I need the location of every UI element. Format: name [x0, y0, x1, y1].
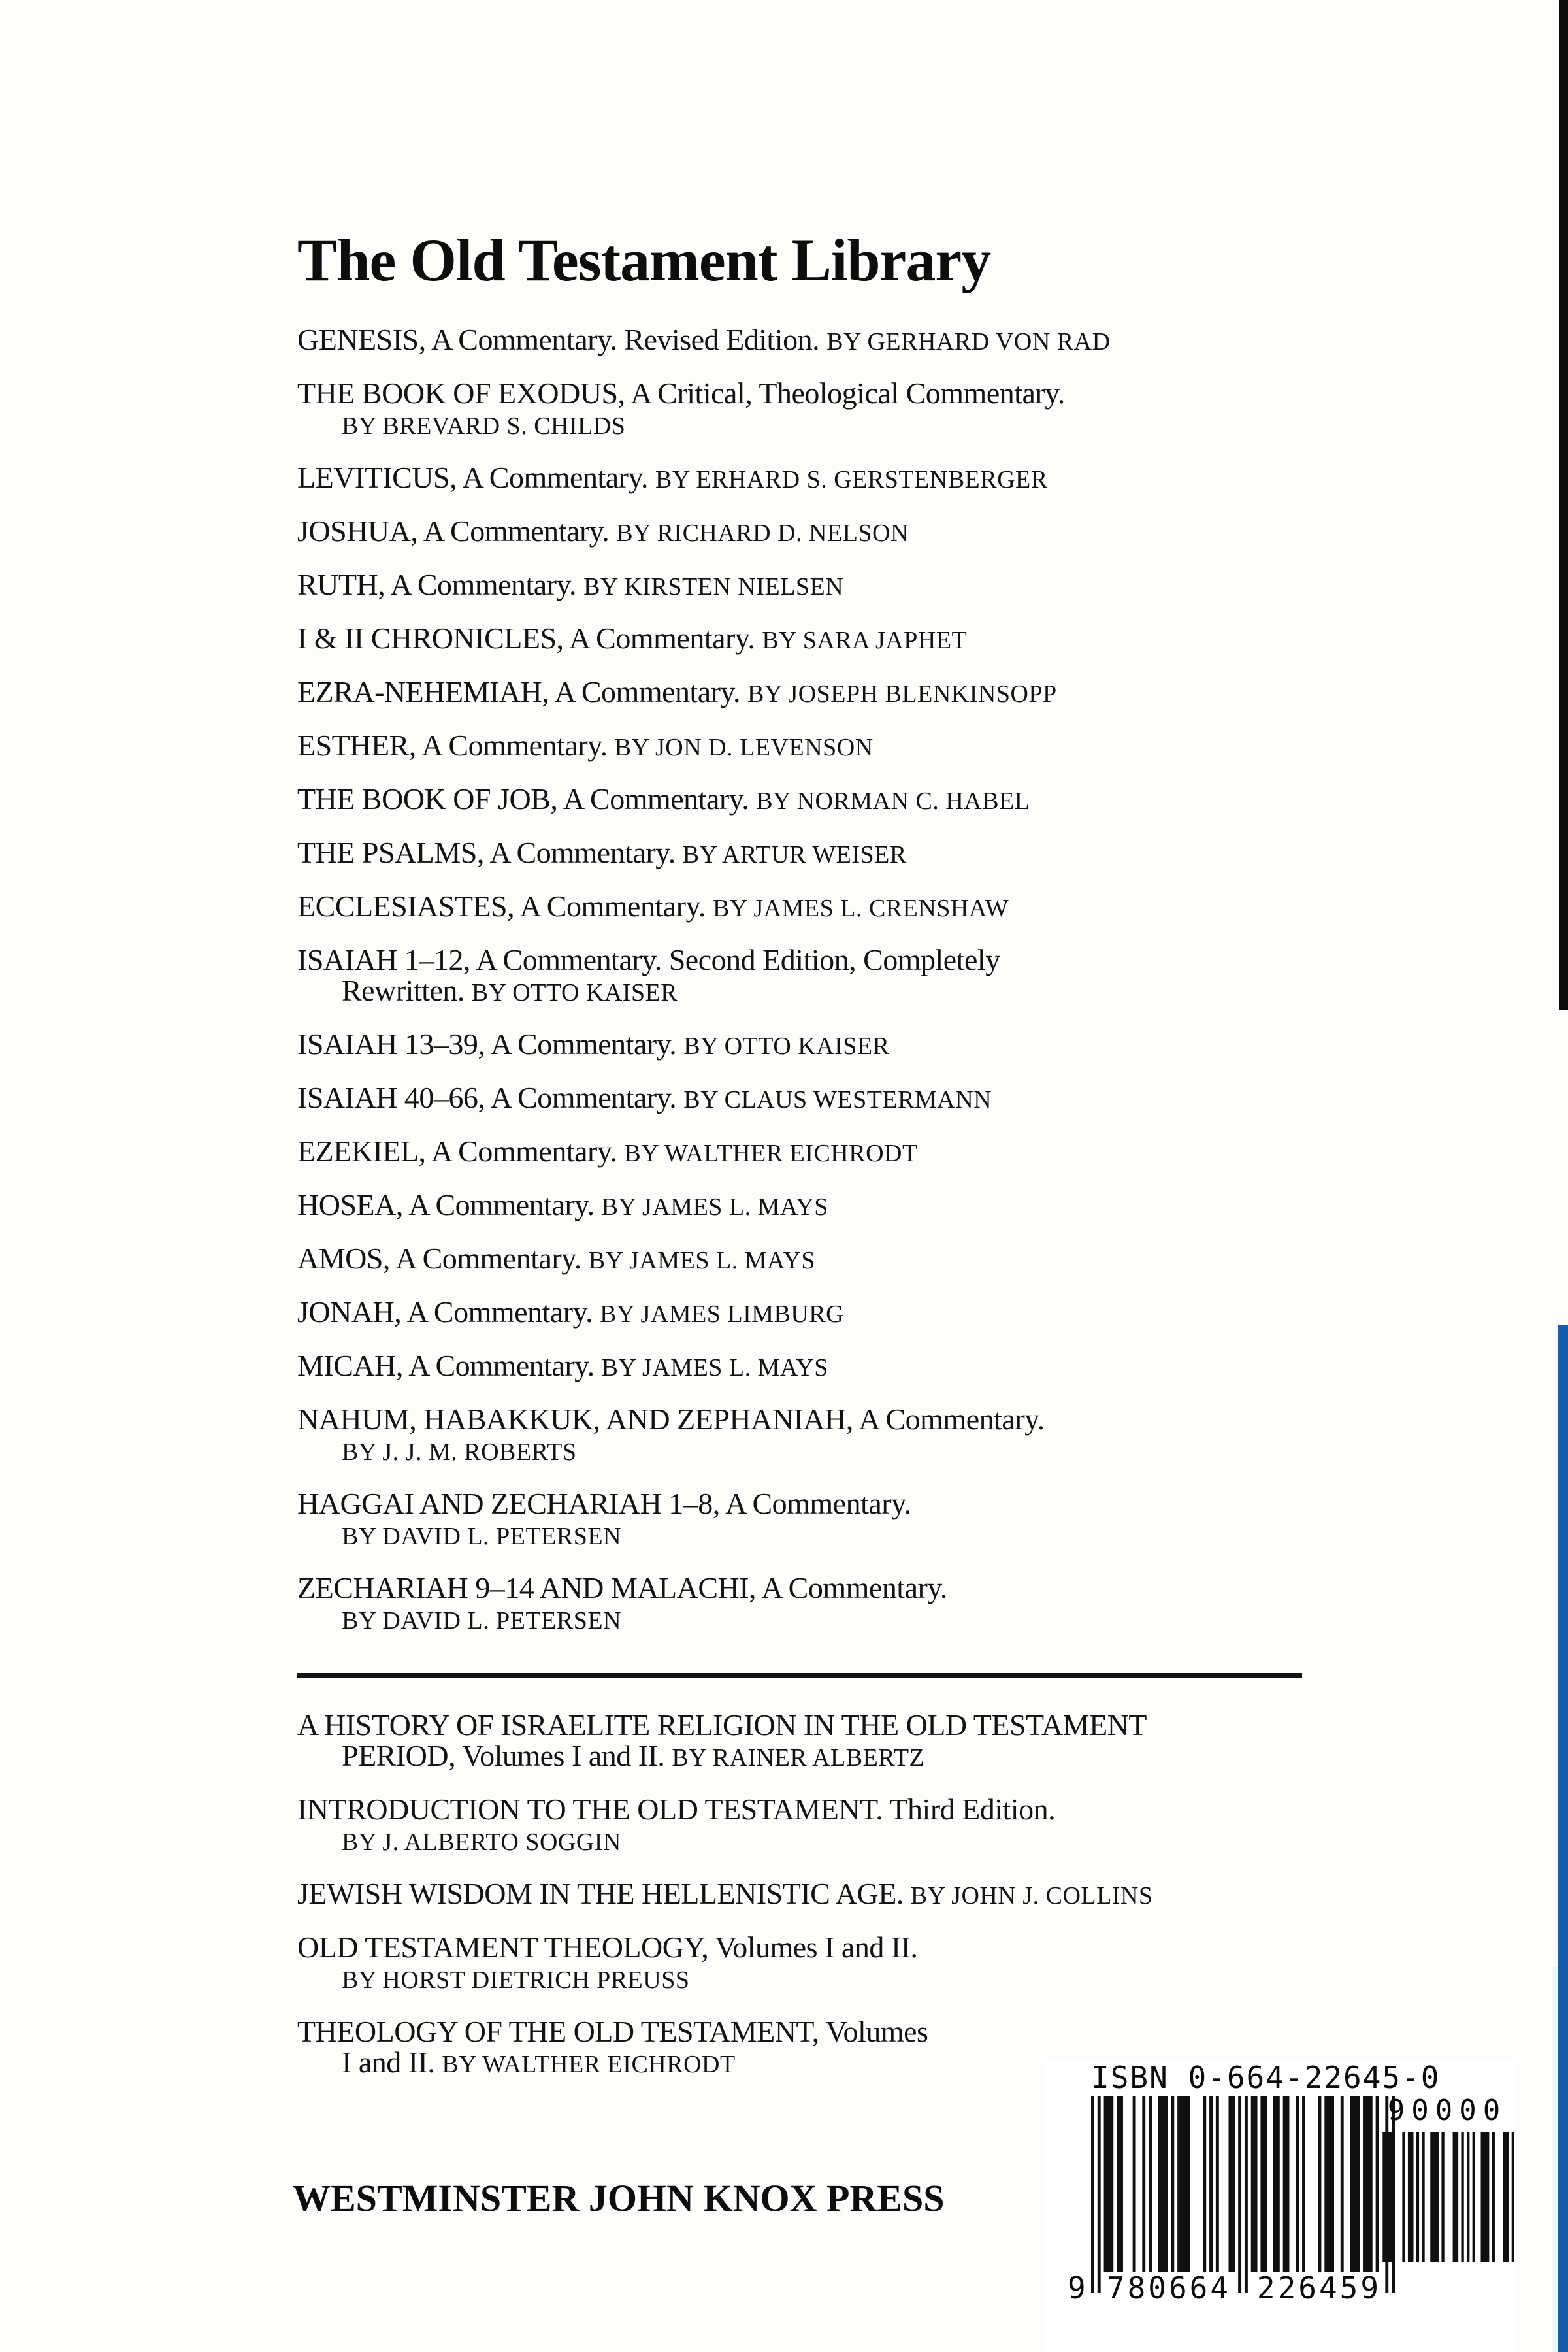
book-author-text: BY GERHARD VON RAD: [826, 328, 1111, 356]
section-divider: [297, 1673, 1302, 1678]
book-author-text: BY RICHARD D. NELSON: [616, 520, 909, 547]
book-author-text: BY OTTO KAISER: [471, 979, 678, 1006]
book-line: [297, 569, 1333, 603]
book-author-text: BY J. J. M. ROBERTS: [342, 1438, 577, 1466]
spine-edge-blue: [1558, 1325, 1568, 2352]
book-title-text: AMOS, A Commentary.: [297, 1242, 589, 1275]
book-title-text: EZRA-NEHEMIAH, A Commentary.: [297, 675, 748, 708]
book-title-text: ISAIAH 40–66, A Commentary.: [297, 1081, 684, 1114]
spine-edge-black: [1559, 0, 1568, 1010]
book-line: [297, 462, 1333, 495]
book-line: [297, 1932, 1333, 1963]
book-line: [297, 623, 1333, 656]
book-author-text: BY DAVID L. PETERSEN: [342, 1607, 622, 1634]
book-entry: [297, 676, 1333, 710]
book-line: [297, 1082, 1333, 1116]
book-entry: [297, 569, 1333, 603]
book-author-text: BY RAINER ALBERTZ: [672, 1744, 925, 1772]
book-title-text: MICAH, A Commentary.: [297, 1349, 602, 1382]
book-entry: [297, 784, 1333, 817]
book-line: [297, 1572, 1333, 1603]
book-entry: [297, 1794, 1333, 1858]
book-line: [297, 1029, 1333, 1062]
book-entry: [297, 1082, 1333, 1116]
book-author-text: BY ARTUR WEISER: [682, 841, 907, 869]
book-entry: [297, 1189, 1333, 1223]
book-author-text: BY OTTO KAISER: [683, 1033, 890, 1060]
book-entry: [297, 1932, 1333, 1996]
book-line: [297, 1963, 1333, 1996]
book-title-text: GENESIS, A Commentary. Revised Edition.: [297, 323, 827, 356]
isbn-number: ISBN 0-664-22645-0: [1091, 2060, 1441, 2095]
book-author-text: BY SARA JAPHET: [762, 627, 968, 654]
book-entry: [297, 1488, 1333, 1552]
book-line: [297, 944, 1333, 975]
ean5-addon-bars: [1380, 2132, 1514, 2263]
book-author-text: BY J. ALBERTO SOGGIN: [342, 1829, 621, 1856]
book-line: [297, 1603, 1333, 1636]
book-entry: [297, 1029, 1333, 1062]
book-title-text: A HISTORY OF ISRAELITE RELIGION IN THE OLD TESTAMENT: [297, 1708, 1147, 1742]
book-line: [297, 891, 1333, 924]
book-title-text: INTRODUCTION TO THE OLD TESTAMENT. Third Edition.: [297, 1793, 1056, 1826]
book-line: [297, 1794, 1333, 1825]
book-entry: [297, 837, 1333, 870]
book-line: [297, 1878, 1333, 1912]
book-title-text: PERIOD, Volumes I and II.: [342, 1739, 672, 1772]
book-entry: [297, 1710, 1333, 1774]
book-title-text: ISAIAH 1–12, A Commentary. Second Edition, Completely: [297, 943, 1000, 976]
book-line: [297, 1243, 1333, 1276]
book-line: [297, 1136, 1333, 1169]
book-author-text: BY DAVID L. PETERSEN: [342, 1523, 622, 1550]
book-title-text: HAGGAI AND ZECHARIAH 1–8, A Commentary.: [297, 1487, 911, 1520]
book-author-text: BY JAMES LIMBURG: [600, 1300, 845, 1328]
book-line: [297, 975, 1333, 1008]
book-line: [297, 1710, 1333, 1740]
book-list: [297, 324, 1333, 2080]
book-line: [297, 516, 1333, 549]
book-line: [297, 1350, 1333, 1383]
book-line: [297, 1519, 1333, 1552]
book-entry: [297, 462, 1333, 495]
book-title-text: JEWISH WISDOM IN THE HELLENISTIC AGE.: [297, 1877, 911, 1910]
book-entry: [297, 1297, 1333, 1330]
book-line: [297, 1434, 1333, 1468]
price-code: 90000: [1387, 2094, 1507, 2127]
book-title-text: THE PSALMS, A Commentary.: [297, 836, 683, 869]
book-author-text: BY CLAUS WESTERMANN: [683, 1086, 992, 1114]
book-author-text: BY NORMAN C. HABEL: [756, 787, 1030, 815]
book-title-text: ISAIAH 13–39, A Commentary.: [297, 1027, 684, 1061]
book-line: [297, 1825, 1333, 1858]
book-author-text: BY WALTHER EICHRODT: [624, 1140, 918, 1167]
barcode-panel: [1045, 2060, 1516, 2352]
book-entry: [297, 623, 1333, 656]
book-entry: [297, 891, 1333, 924]
book-author-text: BY JOSEPH BLENKINSOPP: [747, 680, 1057, 708]
book-title-text: THEOLOGY OF THE OLD TESTAMENT, Volumes: [297, 2015, 928, 2048]
book-line: [297, 837, 1333, 870]
book-author-text: BY JAMES L. MAYS: [601, 1354, 828, 1382]
book-title-text: I & II CHRONICLES, A Commentary.: [297, 621, 762, 655]
book-line: [297, 1189, 1333, 1223]
book-title-text: I and II.: [342, 2046, 442, 2079]
book-author-text: BY JAMES L. MAYS: [588, 1247, 816, 1274]
book-title-text: EZEKIEL, A Commentary.: [297, 1135, 625, 1168]
book-title-text: NAHUM, HABAKKUK, AND ZEPHANIAH, A Commentary.: [297, 1402, 1045, 1436]
book-author-text: BY HORST DIETRICH PREUSS: [342, 1966, 690, 1994]
book-title-text: ECCLESIASTES, A Commentary.: [297, 889, 713, 923]
book-title-text: LEVITICUS, A Commentary.: [297, 461, 655, 494]
book-title-text: THE BOOK OF EXODUS, A Critical, Theological Commentary.: [297, 376, 1065, 410]
publisher-name: WESTMINSTER JOHN KNOX PRESS: [293, 2177, 945, 2219]
spine-edge-highlight: [1552, 1967, 1558, 2352]
book-line: [297, 730, 1333, 763]
book-entry: [297, 1878, 1333, 1912]
book-entry: [297, 1136, 1333, 1169]
ean-digit-group: 226459: [1256, 2270, 1382, 2306]
book-entry: [297, 516, 1333, 549]
book-line: [297, 2016, 1333, 2047]
series-title: The Old Testament Library: [297, 227, 991, 293]
ean-digit-group: 9: [1068, 2270, 1088, 2306]
ean-digit-group: 780664: [1106, 2270, 1232, 2306]
book-entry: [297, 944, 1333, 1008]
book-title-text: JOSHUA, A Commentary.: [297, 514, 617, 548]
book-line: [297, 378, 1333, 408]
book-line: [297, 1488, 1333, 1519]
book-entry: [297, 1243, 1333, 1276]
book-author-text: BY JAMES L. CRENSHAW: [712, 895, 1009, 922]
book-title-text: HOSEA, A Commentary.: [297, 1188, 602, 1221]
book-line: [297, 408, 1333, 442]
book-entry: [297, 1404, 1333, 1468]
book-line: [297, 1297, 1333, 1330]
book-author-text: BY WALTHER EICHRODT: [442, 2051, 736, 2078]
book-author-text: BY JON D. LEVENSON: [614, 734, 874, 761]
book-line: [297, 324, 1333, 357]
book-line: [297, 676, 1333, 710]
book-entry: [297, 378, 1333, 442]
book-entry: [297, 1572, 1333, 1636]
ean13-bars: [1091, 2096, 1395, 2294]
book-line: [297, 784, 1333, 817]
book-author-text: BY ERHARD S. GERSTENBERGER: [655, 466, 1048, 493]
book-title-text: RUTH, A Commentary.: [297, 568, 584, 601]
book-author-text: BY JOHN J. COLLINS: [910, 1882, 1153, 1910]
book-line: [297, 1404, 1333, 1434]
ean13-barcode: [1068, 2096, 1395, 2312]
book-title-text: JONAH, A Commentary.: [297, 1295, 600, 1329]
book-author-text: BY BREVARD S. CHILDS: [342, 412, 626, 440]
ean5-addon: [1380, 2094, 1514, 2263]
book-title-text: OLD TESTAMENT THEOLOGY, Volumes I and II.: [297, 1930, 918, 1964]
book-title-text: ESTHER, A Commentary.: [297, 729, 615, 762]
book-title-text: Rewritten.: [342, 974, 472, 1007]
book-line: [297, 1740, 1333, 1774]
book-author-text: BY KIRSTEN NIELSEN: [583, 573, 844, 601]
book-author-text: BY JAMES L. MAYS: [601, 1193, 828, 1221]
book-title-text: THE BOOK OF JOB, A Commentary.: [297, 782, 757, 816]
book-title-text: ZECHARIAH 9–14 AND MALACHI, A Commentary.: [297, 1571, 947, 1604]
book-entry: [297, 324, 1333, 357]
book-entry: [297, 730, 1333, 763]
book-entry: [297, 1350, 1333, 1383]
